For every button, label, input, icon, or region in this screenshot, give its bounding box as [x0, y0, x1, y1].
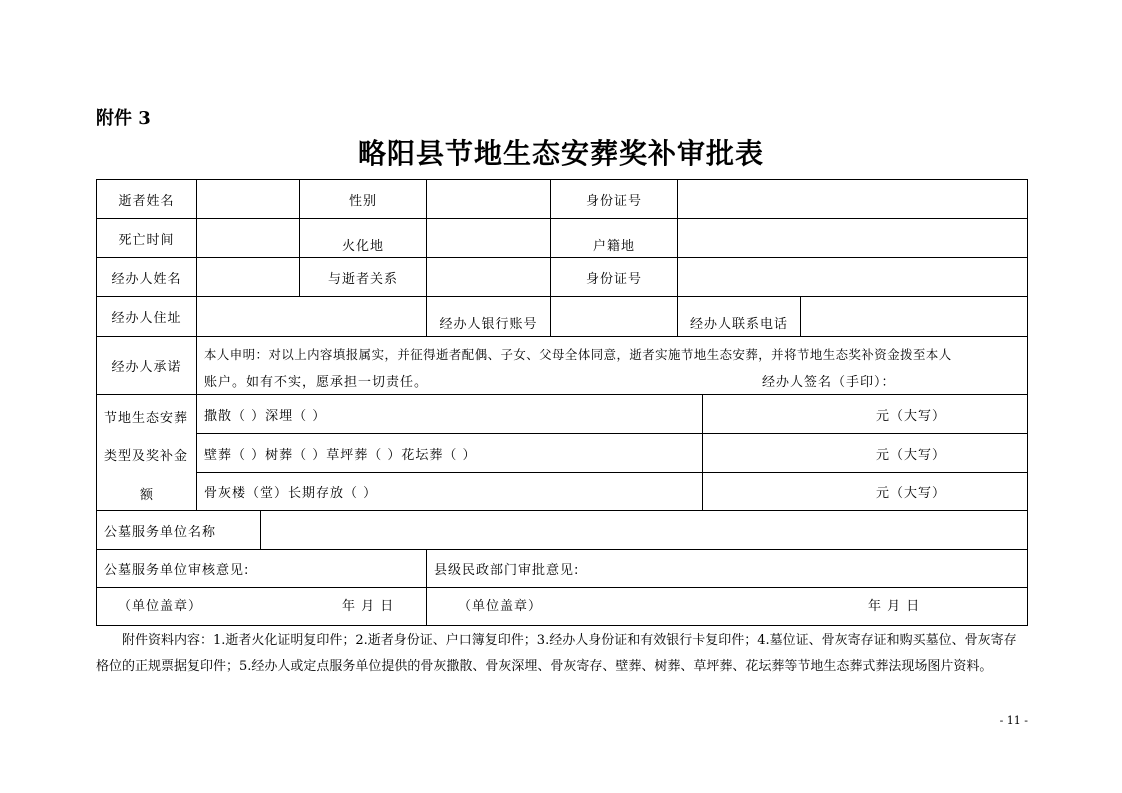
bank-account-field[interactable] — [550, 296, 678, 337]
agent-phone-label: 经办人联系电话 — [689, 317, 788, 332]
pledge-line-1: 本人申明：对以上内容填报属实，并征得逝者配偶、子女、父母全体同意，逝者实施节地生态安葬，并将节地生态奖补资金拨至本人 — [204, 347, 952, 362]
burial-option-columbarium[interactable]: 骨灰楼（堂）长期存放（ ） — [204, 486, 378, 501]
burial-type-label-line-1: 节地生态安葬 — [104, 411, 189, 426]
agent-phone-field[interactable] — [800, 296, 1028, 337]
death-time-field[interactable] — [196, 218, 300, 258]
bank-account-label: 经办人银行账号 — [439, 317, 538, 332]
agent-name-field[interactable] — [196, 257, 300, 297]
death-time-label: 死亡时间 — [118, 232, 175, 248]
gender-field[interactable] — [426, 179, 551, 219]
page-title: 略阳县节地生态安葬奖补审批表 — [357, 137, 764, 170]
attachment-notes — [96, 628, 1028, 680]
cremation-place-field[interactable] — [426, 218, 551, 258]
pledge-line-2: 账户。如有不实，愿承担一切责任。 — [204, 375, 429, 390]
page-number: - 11 - — [999, 714, 1028, 727]
agent-name-label: 经办人姓名 — [111, 271, 182, 287]
amount-label-3: 元（大写） — [875, 486, 946, 501]
hukou-place-field[interactable] — [677, 218, 1028, 258]
deceased-id-field[interactable] — [677, 179, 1028, 219]
cemetery-opinion-label: 公墓服务单位审核意见: — [104, 563, 250, 578]
burial-type-label-line-2: 类型及奖补金 — [104, 449, 189, 464]
county-opinion-label: 县级民政部门审批意见: — [434, 563, 580, 578]
cremation-place-label: 火化地 — [341, 238, 384, 254]
agent-id-field[interactable] — [677, 257, 1028, 297]
agent-signature-label: 经办人签名（手印）： — [762, 375, 896, 390]
seal-label-left: （单位盖章） — [118, 599, 203, 614]
pledge-label: 经办人承诺 — [111, 360, 182, 375]
cemetery-name-field[interactable] — [260, 510, 1028, 550]
agent-address-field[interactable] — [196, 296, 427, 337]
cemetery-name-label: 公墓服务单位名称 — [104, 524, 217, 540]
attachment-notes-text: 附件资料内容：1.逝者火化证明复印件；2.逝者身份证、户口簿复印件；3.经办人身份证和有效银行卡复印件；4.墓位证、骨灰寄存证和购买墓位、骨灰寄存格位的正规票据复印件；5.经办人或定点服务单位提供的骨灰撒散、骨灰深埋、骨灰寄存、壁葬、树葬、草坪葬、花坛葬等节地生态葬式葬法现场图片资料。 — [96, 633, 1017, 674]
burial-option-wall-tree[interactable]: 壁葬（ ）树葬（ ）草坪葬（ ）花坛葬（ ） — [204, 447, 477, 463]
deceased-name-label: 逝者姓名 — [118, 193, 175, 209]
agent-id-label: 身份证号 — [585, 271, 642, 287]
amount-label-1: 元（大写） — [875, 408, 946, 424]
date-label-right: 年 月 日 — [868, 599, 921, 614]
attachment-label: 附件 3 — [96, 108, 151, 129]
date-label-left: 年 月 日 — [342, 599, 395, 614]
agent-address-label: 经办人住址 — [111, 311, 182, 326]
gender-label: 性别 — [348, 193, 377, 209]
deceased-name-field[interactable] — [196, 179, 300, 219]
amount-label-2: 元（大写） — [875, 447, 946, 463]
relation-field[interactable] — [426, 257, 551, 297]
deceased-id-label: 身份证号 — [585, 193, 642, 209]
relation-label: 与逝者关系 — [327, 271, 398, 287]
approval-form-table — [96, 179, 1028, 626]
seal-label-right: （单位盖章） — [458, 599, 543, 614]
burial-type-label-line-3: 额 — [140, 488, 155, 503]
hukou-place-label: 户籍地 — [592, 238, 635, 254]
burial-option-scatter[interactable]: 撒散（ ）深埋（ ） — [204, 408, 327, 424]
